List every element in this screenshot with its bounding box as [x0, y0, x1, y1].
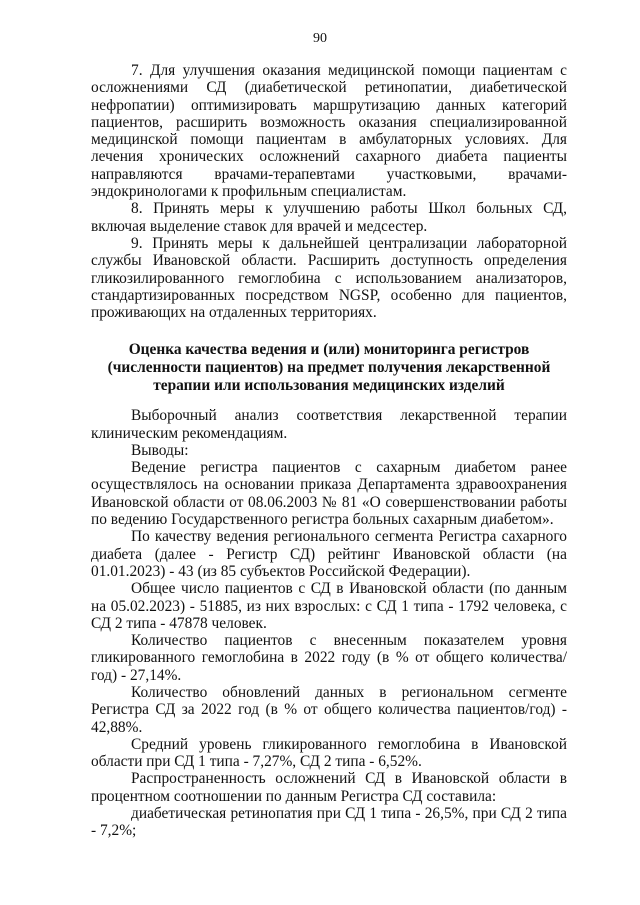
paragraph-conclusions-label: Выводы: — [131, 441, 189, 459]
paragraph-sample-analysis: Выборочный анализ соответствия лекарственной терапии клиническим рекомендациям. — [91, 407, 567, 442]
paragraph-item-9: 9. Принять меры к дальнейшей централизации лабораторной службы Ивановской области. Расширить доступность определения гликозилированного гемоглобина с использованием анализаторов, стандартизированных посредством NGSP, особенно для пациентов, проживающих на отдаленных территориях. — [91, 234, 567, 322]
paragraph-complications-intro: Распространенность осложнений СД в Ивановской области в процентном соотношении по данным Регистра СД составила: — [91, 770, 567, 805]
page-number: 90 — [313, 31, 327, 46]
paragraph-register-basis: Ведение регистра пациентов с сахарным диабетом ранее осуществлялось на основании приказа Департамента здравоохранения Ивановской области от 08.06.2003 № 81 «О совершенствовании работы по ведению Государственного регистра больных сахарным диабетом». — [91, 459, 567, 529]
paragraph-patient-count: Общее число пациентов с СД в Ивановской области (по данным на 05.02.2023) - 51885, из них взрослых: с СД 1 типа - 1792 человека, с СД 2 типа - 47878 человек. — [91, 580, 567, 632]
paragraph-average-hba1c: Средний уровень гликированного гемоглобина в Ивановской области при СД 1 типа - 7,27%, СД 2 типа - 6,52%. — [91, 735, 567, 771]
paragraph-retinopathy: диабетическая ретинопатия при СД 1 типа - 26,5%, при СД 2 типа - 7,2%; — [91, 805, 567, 840]
section-heading: Оценка качества ведения и (или) мониторинга регистров (численности пациентов) на предмет получения лекарственной терапии или использования медицинских изделий — [107, 341, 551, 394]
paragraph-item-8: 8. Принять меры к улучшению работы Школ больных СД, включая выделение ставок для врачей и медсестер. — [91, 200, 567, 235]
paragraph-hba1c-coverage: Количество пациентов с внесенным показателем уровня гликированного гемоглобина в 2022 году (в % от общего количества/год) - 27,14%. — [91, 632, 567, 684]
paragraph-register-rating: По качеству ведения регионального сегмента Регистра сахарного диабета (далее - Регистр СД) рейтинг Ивановской области (на 01.01.2023) - 43 (из 85 субъектов Российской Федерации). — [91, 528, 567, 580]
paragraph-data-updates: Количество обновлений данных в региональном сегменте Регистра СД за 2022 год (в % от общего количества пациентов/год) - 42,88%. — [91, 683, 567, 736]
document-body — [91, 62, 567, 840]
paragraph-item-7: 7. Для улучшения оказания медицинской помощи пациентам с осложнениями СД (диабетической ретинопатии, диабетической нефропатии) оптимизировать маршрутизацию данных категорий пациентов, расширить возможность оказания специализированной медицинской помощи пациентам в амбулаторных условиях. Для лечения хронических осложнений сахарного диабета пациенты направляются врачами-терапевтами участковыми, врачами-эндокринологами к профильным специалистам. — [91, 62, 567, 201]
